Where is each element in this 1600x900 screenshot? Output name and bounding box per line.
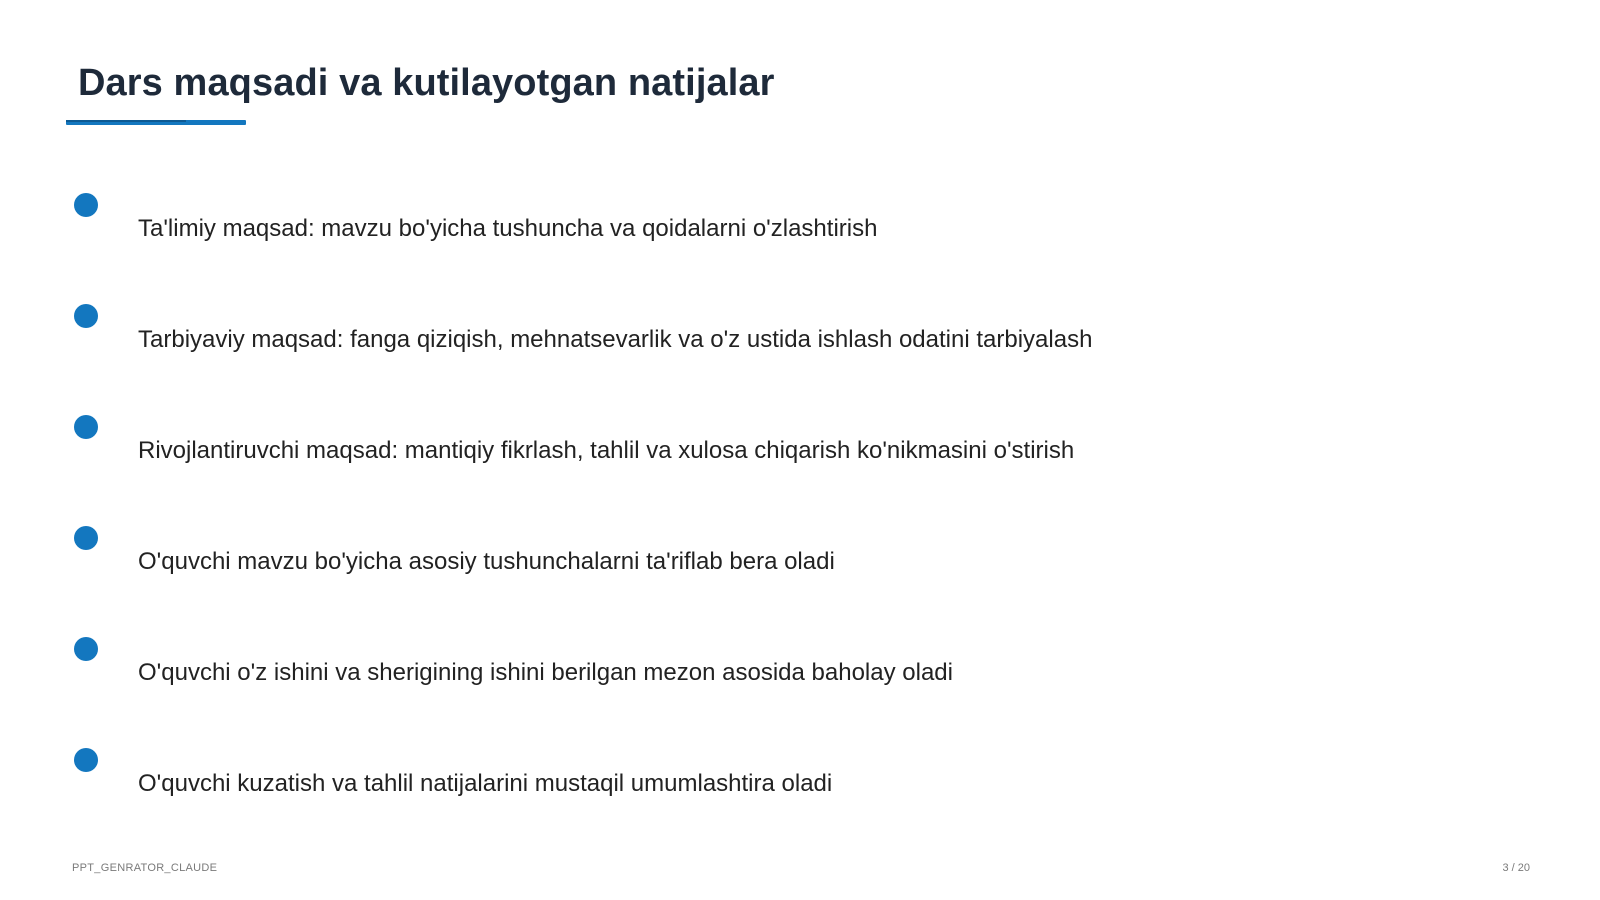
bullet-text: O'quvchi o'z ishini va sherigining ishini berilgan mezon asosida baholay oladi: [138, 659, 953, 686]
bullet-dot: [74, 193, 98, 217]
bullet-dot: [74, 526, 98, 550]
bullet-text: Rivojlantiruvchi maqsad: mantiqiy fikrlash, tahlil va xulosa chiqarish ko'nikmasini o'stirish: [138, 437, 1075, 464]
bullet-text: O'quvchi mavzu bo'yicha asosiy tushunchalarni ta'riflab bera oladi: [138, 548, 835, 575]
bullet-text: Tarbiyaviy maqsad: fanga qiziqish, mehnatsevarlik va o'z ustida ishlash odatini tarbiyalash: [138, 326, 1093, 353]
bullet-item: [0, 193, 1400, 273]
footer-source-label: PPT_GENRATOR_CLAUDE: [72, 862, 218, 874]
bullet-dot: [74, 637, 98, 661]
bullet-dot: [74, 415, 98, 439]
bullet-item: [0, 748, 1400, 828]
bullet-item: [0, 415, 1400, 495]
bullet-text: O'quvchi kuzatish va tahlil natijalarini mustaqil umumlashtira oladi: [138, 770, 833, 797]
page-indicator: 3 / 20: [1502, 862, 1530, 874]
bullet-text: Ta'limiy maqsad: mavzu bo'yicha tushuncha va qoidalarni o'zlashtirish: [138, 215, 878, 242]
bullet-item: [0, 526, 1400, 606]
title-underline-accent: [66, 120, 186, 122]
slide-title: Dars maqsadi va kutilayotgan natijalar: [78, 62, 775, 104]
bullet-item: [0, 304, 1400, 384]
bullet-item: [0, 637, 1400, 717]
bullet-dot: [74, 748, 98, 772]
bullet-dot: [74, 304, 98, 328]
